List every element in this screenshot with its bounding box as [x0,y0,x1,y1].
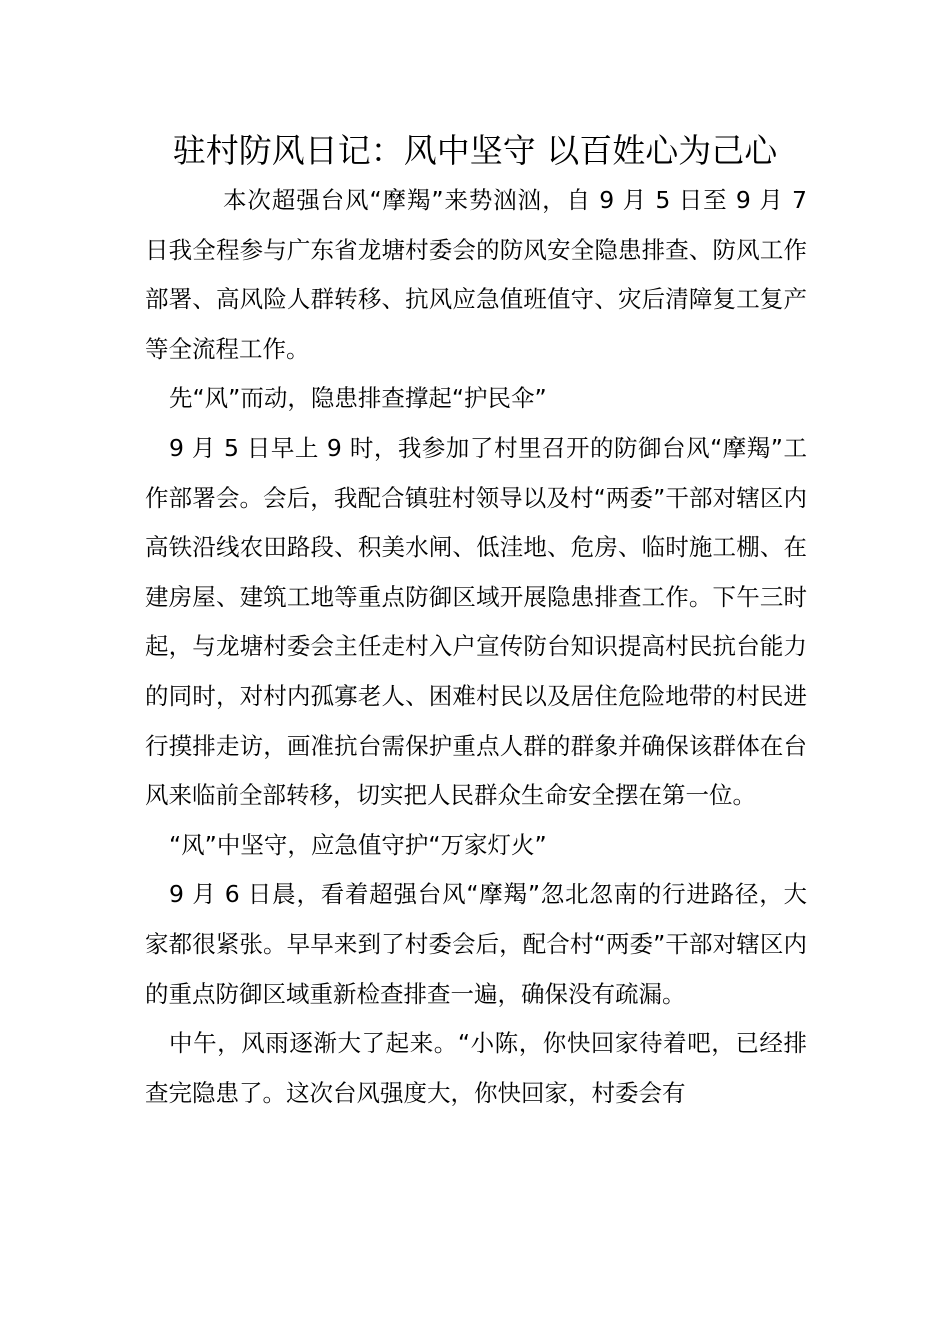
section-heading-duty: “风”中坚守，应急值守护“万家灯火” [169,830,547,859]
section-heading-prevention: 先“风”而动，隐患排查撑起“护民伞” [169,384,547,413]
document-title: 驻村防风日记：风中坚守 以百姓心为己心 [172,131,778,170]
paragraph-intro: 本次超强台风“摩羯”来势汹汹，自 9 月 5 日至 9 月 7 日我全程参与广东省龙塘村委会的防风安全隐患排查、防风工作部署、高风险人群转移、抗风应急值班值守、灾后清障复工复产等全流程工作。 [145,186,807,363]
paragraph-noon: 中午，风雨逐渐大了起来。“小陈，你快回家待着吧，已经排查完隐患了。这次台风强度大，你快回家，村委会有 [145,1029,807,1107]
paragraph-sept-6: 9 月 6 日晨，看着超强台风“摩羯”忽北忽南的行进路径，大家都很紧张。早早来到了村委会后，配合村“两委”干部对辖区内的重点防御区域重新检查排查一遍，确保没有疏漏。 [145,880,807,1008]
paragraph-sept-5: 9 月 5 日早上 9 时，我参加了村里召开的防御台风“摩羯”工作部署会。会后，我配合镇驻村领导以及村“两委”干部对辖区内高铁沿线农田路段、积美水闸、低洼地、危房、临时施工棚、在建房屋、建筑工地等重点防御区域开展隐患排查工作。下午三时起，与龙塘村委会主任走村入户宣传防台知识提高村民抗台能力的同时，对村内孤寡老人、困难村民以及居住危险地带的村民进行摸排走访，画准抗台需保护重点人群的群象并确保该群体在台风来临前全部转移，切实把人民群众生命安全摆在第一位。 [145,433,807,810]
document-body [145,176,807,1118]
